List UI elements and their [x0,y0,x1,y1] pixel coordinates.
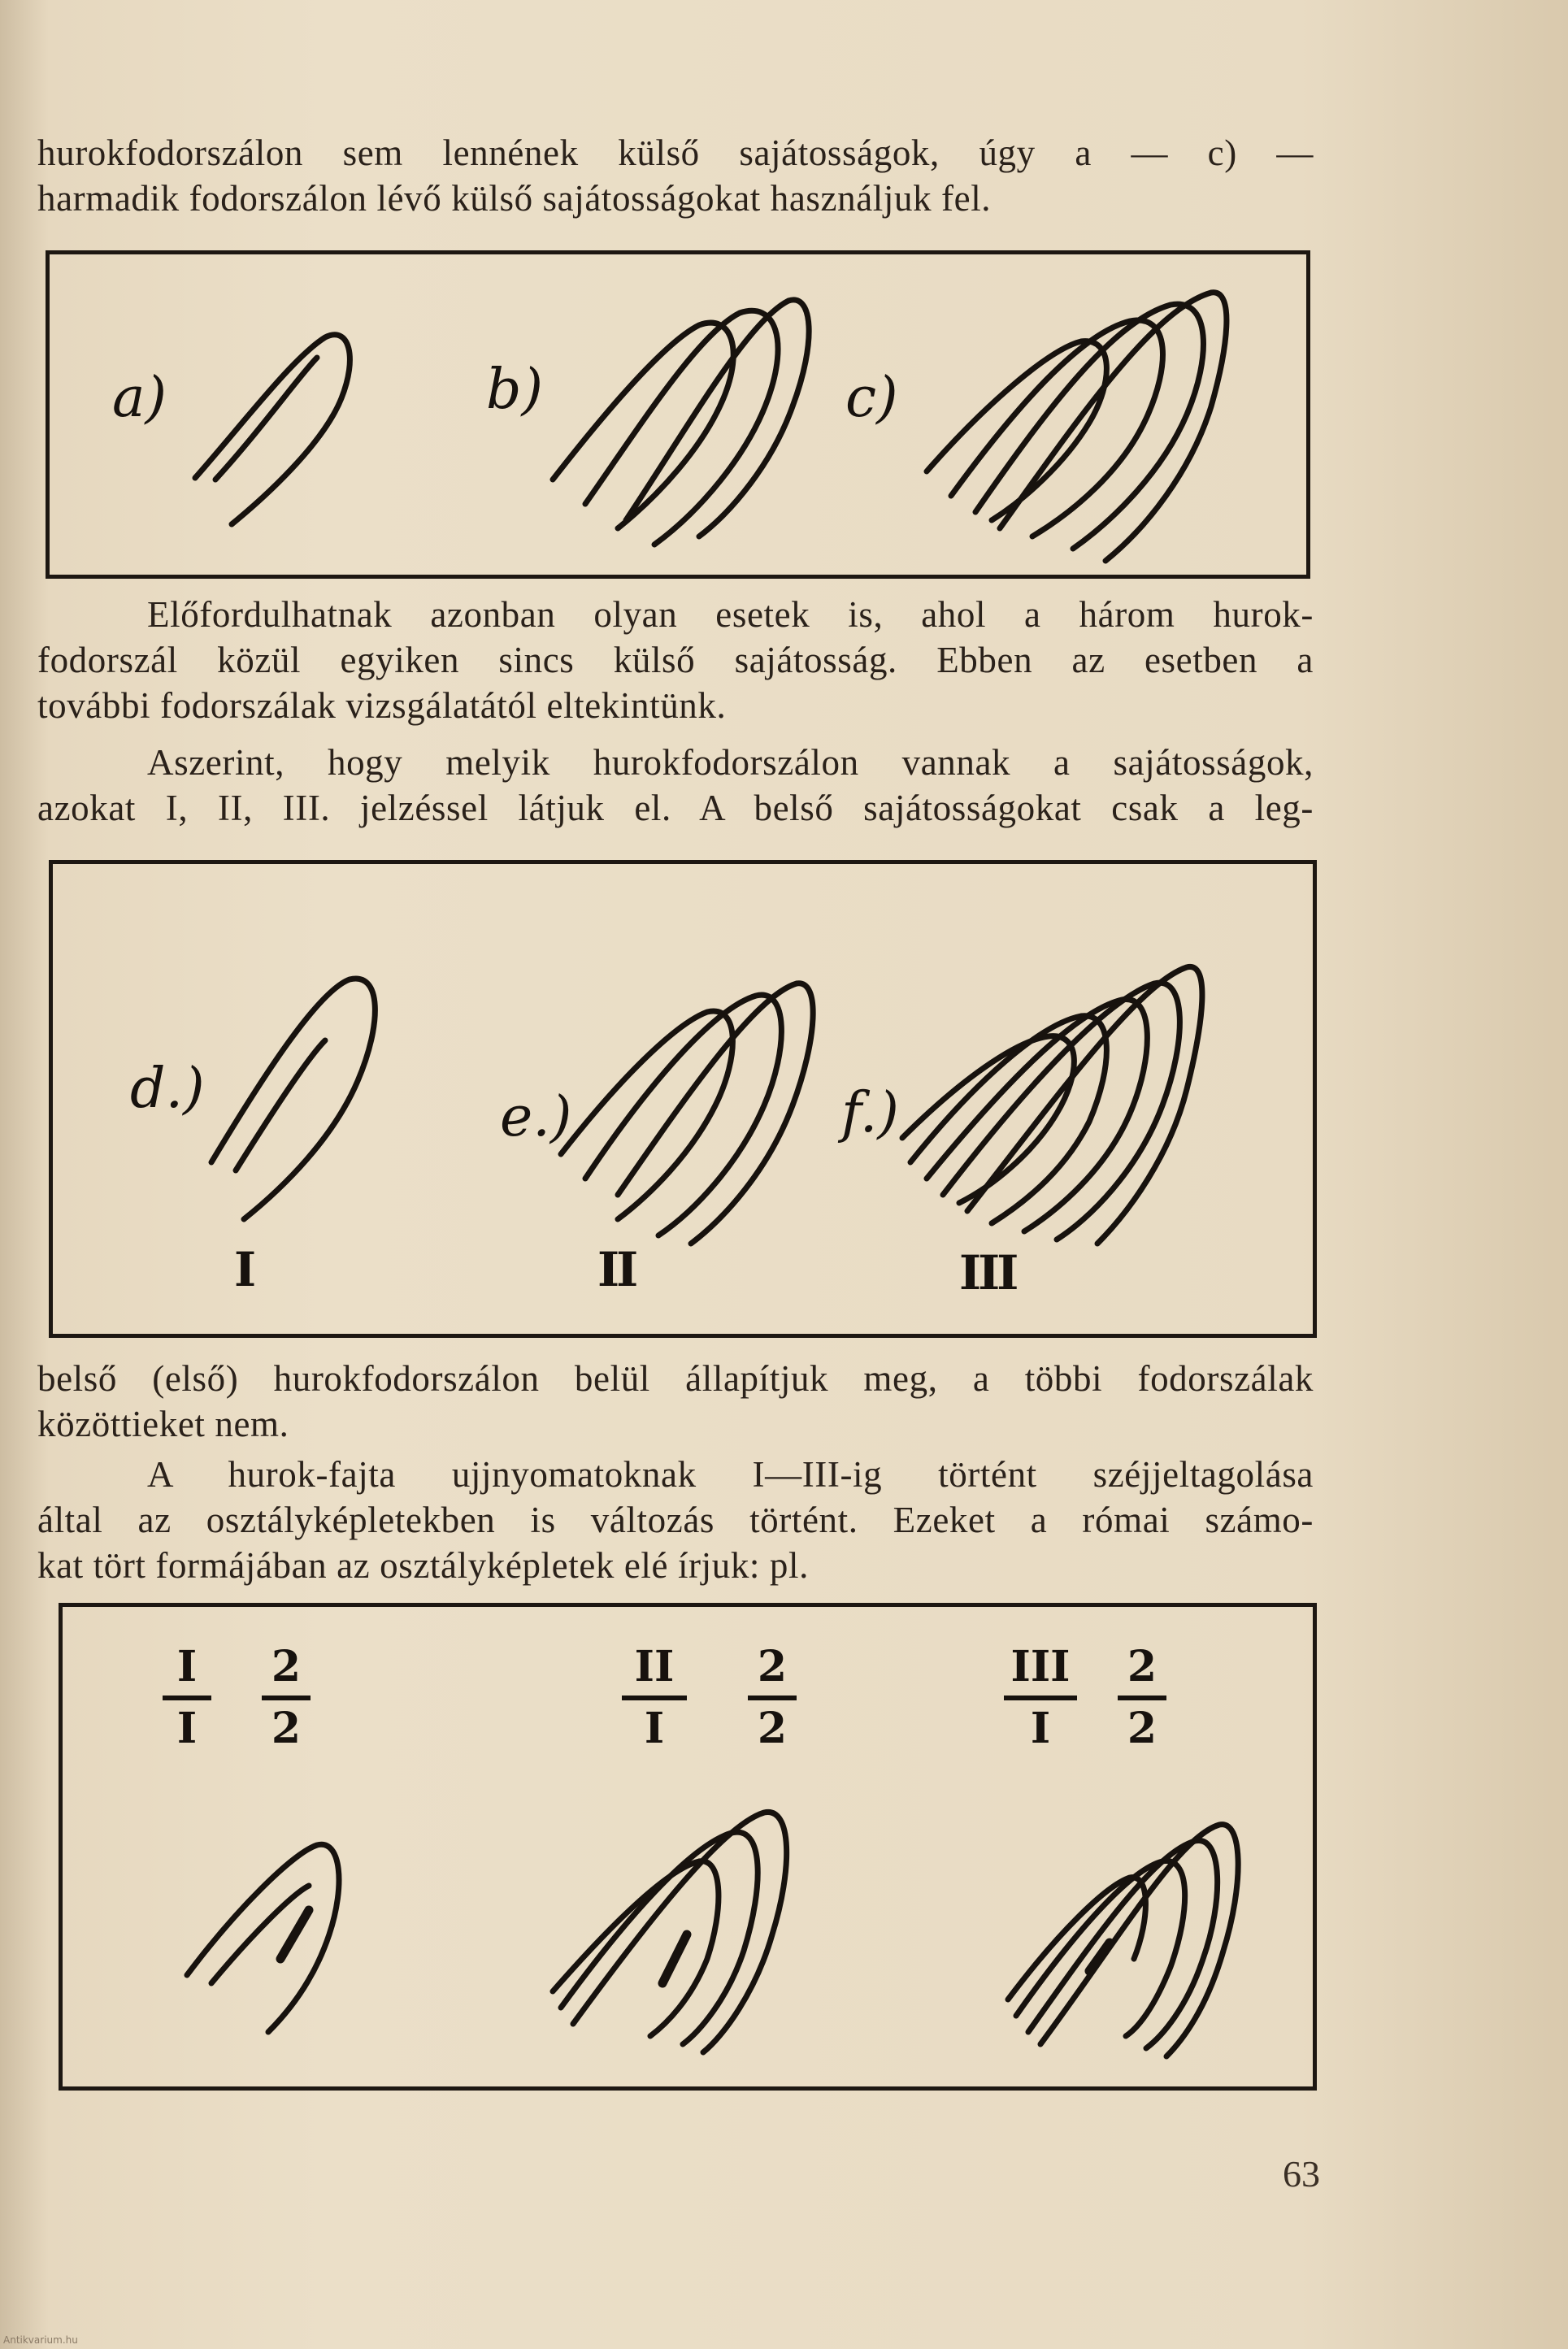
page-number: 63 [1283,2153,1320,2195]
fraction-numerator: III [1010,1642,1071,1691]
fraction-numerator: I [176,1642,198,1691]
roman-numeral-2: II [597,1242,636,1297]
text-line: A hurok-fajta ujjnyomatoknak I—III-ig történt széjjeltagolása [147,1454,1314,1495]
figure-label-d: d.) [130,1057,205,1121]
text-line: fodorszál közül egyiken sincs külső sajátosság. Ebben az esetben a [37,640,1314,680]
fraction-denominator: I [176,1704,198,1753]
watermark: Antikvarium.hu [3,2334,78,2346]
fraction-denominator: I [1030,1704,1051,1753]
text-line: által az osztályképletekben is változás történt. Ezeket a római számo- [37,1500,1314,1540]
text-line: kat tört formájában az osztályképletek elé írjuk: pl. [37,1545,809,1586]
roman-numeral-3: III [959,1245,1016,1300]
fraction-denominator: 2 [1127,1704,1158,1753]
roman-numeral-1: I [234,1242,254,1297]
figure-label-f: f.) [841,1081,899,1145]
fraction-numerator: 2 [757,1642,788,1691]
figure-label-b: b) [486,358,544,422]
figure-label-c: c) [845,366,898,430]
fraction-denominator: I [644,1704,665,1753]
figure-label-e: e.) [500,1085,572,1149]
fraction-denominator: 2 [271,1704,302,1753]
fraction-numerator: II [634,1642,675,1691]
text-line: közöttieket nem. [37,1404,289,1444]
fraction-numerator: 2 [1127,1642,1158,1691]
text-line: azokat I, II, III. jelzéssel látjuk el. A belső sajátosságokat csak a leg- [37,788,1314,828]
text-line: hurokfodorszálon sem lennének külső sajátosságok, úgy a — c) — [37,132,1314,173]
fraction-denominator: 2 [757,1704,788,1753]
figure-label-a: a) [112,366,167,430]
text-line: Előfordulhatnak azonban olyan esetek is, ahol a három hurok- [147,594,1314,635]
text-line: további fodorszálak vizsgálatától eltekintünk. [37,685,727,726]
text-line: Aszerint, hogy melyik hurokfodorszálon vannak a sajátosságok, [147,742,1314,783]
fraction-numerator: 2 [271,1642,302,1691]
text-line: belső (első) hurokfodorszálon belül állapítjuk meg, a többi fodorszálak [37,1358,1314,1399]
text-line: harmadik fodorszálon lévő külső sajátosságokat használjuk fel. [37,178,992,219]
